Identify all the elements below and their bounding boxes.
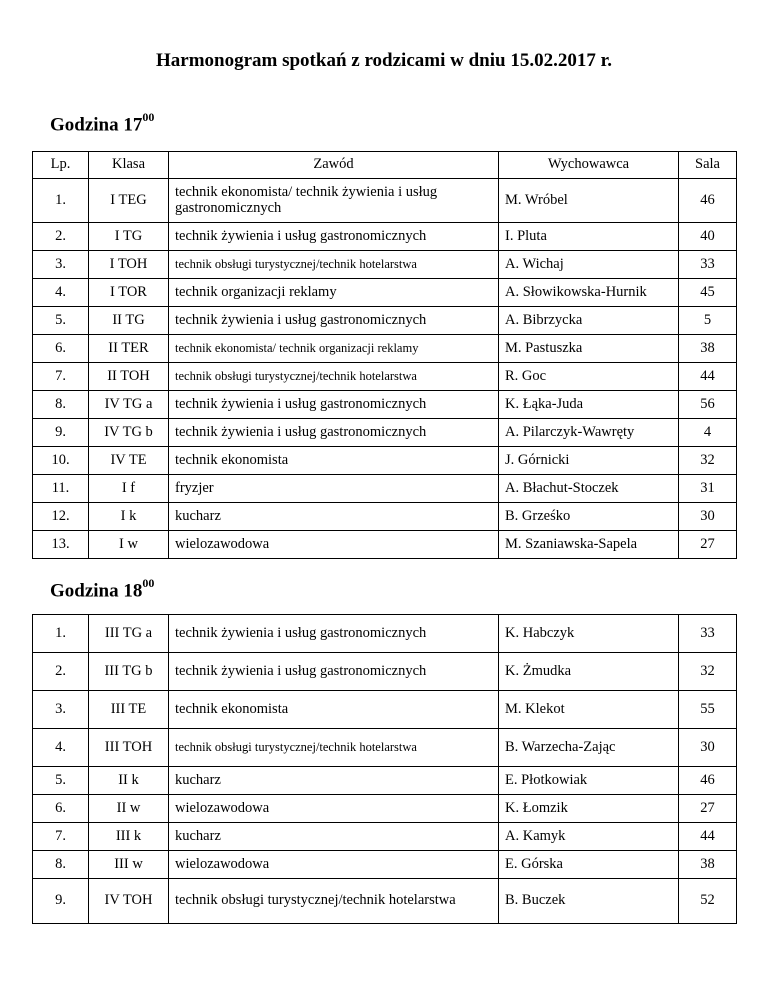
cell-sala: 4 <box>679 419 737 447</box>
cell-sala: 45 <box>679 279 737 307</box>
cell-lp: 5. <box>33 307 89 335</box>
cell-wychowawca: B. Grześko <box>499 503 679 531</box>
cell-wychowawca: A. Wichaj <box>499 251 679 279</box>
table-row <box>33 391 737 419</box>
section-heading-17 <box>50 112 154 136</box>
cell-klasa: I f <box>89 475 169 503</box>
cell-sala: 40 <box>679 223 737 251</box>
cell-wychowawca: B. Warzecha-Zając <box>499 729 679 767</box>
cell-wychowawca: M. Wróbel <box>499 179 679 223</box>
cell-klasa: IV TOH <box>89 879 169 924</box>
table-header-row <box>33 152 737 179</box>
cell-sala: 56 <box>679 391 737 419</box>
cell-lp: 4. <box>33 279 89 307</box>
cell-wychowawca: A. Bibrzycka <box>499 307 679 335</box>
cell-lp: 8. <box>33 391 89 419</box>
cell-klasa: IV TG a <box>89 391 169 419</box>
cell-wychowawca: B. Buczek <box>499 879 679 924</box>
table-row <box>33 531 737 559</box>
cell-klasa: II TG <box>89 307 169 335</box>
table-row <box>33 503 737 531</box>
cell-sala: 27 <box>679 531 737 559</box>
cell-sala: 33 <box>679 615 737 653</box>
section-heading-sup: 00 <box>142 576 155 590</box>
cell-sala: 44 <box>679 823 737 851</box>
table-row <box>33 475 737 503</box>
cell-zawod: technik obsługi turystycznej/technik hotelarstwa <box>169 363 499 391</box>
cell-klasa: III w <box>89 851 169 879</box>
table-row <box>33 767 737 795</box>
cell-zawod: technik obsługi turystycznej/technik hotelarstwa <box>169 879 499 924</box>
table-row <box>33 307 737 335</box>
cell-zawod: kucharz <box>169 503 499 531</box>
cell-zawod: wielozawodowa <box>169 795 499 823</box>
header-sala: Sala <box>679 152 737 179</box>
table-row <box>33 653 737 691</box>
cell-lp: 10. <box>33 447 89 475</box>
cell-zawod: technik organizacji reklamy <box>169 279 499 307</box>
cell-klasa: I w <box>89 531 169 559</box>
cell-zawod: wielozawodowa <box>169 531 499 559</box>
cell-lp: 1. <box>33 179 89 223</box>
cell-lp: 2. <box>33 653 89 691</box>
cell-zawod: technik obsługi turystycznej/technik hotelarstwa <box>169 729 499 767</box>
section-heading-sup: 00 <box>142 110 155 124</box>
cell-sala: 52 <box>679 879 737 924</box>
cell-sala: 38 <box>679 335 737 363</box>
cell-klasa: I TOH <box>89 251 169 279</box>
cell-sala: 38 <box>679 851 737 879</box>
cell-sala: 33 <box>679 251 737 279</box>
cell-lp: 9. <box>33 419 89 447</box>
cell-klasa: III TOH <box>89 729 169 767</box>
cell-wychowawca: R. Goc <box>499 363 679 391</box>
cell-sala: 5 <box>679 307 737 335</box>
header-klasa: Klasa <box>89 152 169 179</box>
cell-lp: 6. <box>33 795 89 823</box>
cell-zawod: technik żywienia i usług gastronomicznych <box>169 653 499 691</box>
table-row <box>33 179 737 223</box>
cell-lp: 5. <box>33 767 89 795</box>
table-row <box>33 419 737 447</box>
cell-sala: 27 <box>679 795 737 823</box>
cell-zawod: technik żywienia i usług gastronomicznych <box>169 419 499 447</box>
cell-klasa: III TG a <box>89 615 169 653</box>
cell-klasa: II k <box>89 767 169 795</box>
cell-wychowawca: A. Błachut-Stoczek <box>499 475 679 503</box>
table-row <box>33 223 737 251</box>
table-row <box>33 279 737 307</box>
cell-sala: 31 <box>679 475 737 503</box>
cell-zawod: technik ekonomista <box>169 447 499 475</box>
cell-zawod: technik żywienia i usług gastronomicznych <box>169 307 499 335</box>
cell-lp: 4. <box>33 729 89 767</box>
cell-klasa: IV TE <box>89 447 169 475</box>
cell-lp: 2. <box>33 223 89 251</box>
cell-zawod: technik ekonomista/ technik organizacji reklamy <box>169 335 499 363</box>
cell-sala: 30 <box>679 729 737 767</box>
table-row <box>33 823 737 851</box>
schedule-table-18 <box>32 614 737 924</box>
cell-sala: 46 <box>679 767 737 795</box>
cell-wychowawca: I. Pluta <box>499 223 679 251</box>
cell-lp: 13. <box>33 531 89 559</box>
cell-zawod: kucharz <box>169 767 499 795</box>
cell-lp: 11. <box>33 475 89 503</box>
cell-lp: 9. <box>33 879 89 924</box>
cell-zawod: wielozawodowa <box>169 851 499 879</box>
cell-wychowawca: E. Płotkowiak <box>499 767 679 795</box>
table-row <box>33 447 737 475</box>
cell-lp: 3. <box>33 251 89 279</box>
schedule-table-17 <box>32 151 737 559</box>
cell-klasa: III TG b <box>89 653 169 691</box>
table-row <box>33 363 737 391</box>
page-title: Harmonogram spotkań z rodzicami w dniu 15.02.2017 r. <box>155 50 613 71</box>
section-heading-text: Godzina 18 <box>50 580 143 602</box>
table-row <box>33 879 737 924</box>
header-wychowawca: Wychowawca <box>499 152 679 179</box>
cell-lp: 3. <box>33 691 89 729</box>
table-row <box>33 615 737 653</box>
cell-wychowawca: A. Kamyk <box>499 823 679 851</box>
cell-sala: 30 <box>679 503 737 531</box>
cell-klasa: I k <box>89 503 169 531</box>
cell-wychowawca: K. Habczyk <box>499 615 679 653</box>
cell-wychowawca: A. Pilarczyk-Wawręty <box>499 419 679 447</box>
cell-sala: 46 <box>679 179 737 223</box>
cell-lp: 12. <box>33 503 89 531</box>
section-heading-text: Godzina 17 <box>50 114 143 136</box>
cell-klasa: II TER <box>89 335 169 363</box>
cell-klasa: I TOR <box>89 279 169 307</box>
cell-lp: 7. <box>33 363 89 391</box>
cell-sala: 32 <box>679 653 737 691</box>
cell-klasa: I TG <box>89 223 169 251</box>
cell-zawod: technik żywienia i usług gastronomicznych <box>169 391 499 419</box>
cell-klasa: I TEG <box>89 179 169 223</box>
cell-wychowawca: K. Żmudka <box>499 653 679 691</box>
table-row <box>33 251 737 279</box>
cell-wychowawca: M. Szaniawska-Sapela <box>499 531 679 559</box>
cell-klasa: IV TG b <box>89 419 169 447</box>
cell-klasa: II w <box>89 795 169 823</box>
cell-zawod: technik ekonomista <box>169 691 499 729</box>
table-row <box>33 851 737 879</box>
cell-wychowawca: E. Górska <box>499 851 679 879</box>
cell-zawod: technik obsługi turystycznej/technik hotelarstwa <box>169 251 499 279</box>
cell-sala: 55 <box>679 691 737 729</box>
table-row <box>33 729 737 767</box>
cell-wychowawca: J. Górnicki <box>499 447 679 475</box>
cell-wychowawca: K. Łąka-Juda <box>499 391 679 419</box>
cell-lp: 6. <box>33 335 89 363</box>
cell-wychowawca: M. Pastuszka <box>499 335 679 363</box>
cell-lp: 7. <box>33 823 89 851</box>
cell-zawod: technik żywienia i usług gastronomicznych <box>169 615 499 653</box>
cell-zawod: kucharz <box>169 823 499 851</box>
cell-wychowawca: M. Klekot <box>499 691 679 729</box>
cell-sala: 32 <box>679 447 737 475</box>
cell-zawod: technik ekonomista/ technik żywienia i usług gastronomicznych <box>169 179 499 223</box>
cell-zawod: fryzjer <box>169 475 499 503</box>
cell-wychowawca: A. Słowikowska-Hurnik <box>499 279 679 307</box>
header-lp: Lp. <box>33 152 89 179</box>
section-heading-18 <box>50 578 154 602</box>
cell-sala: 44 <box>679 363 737 391</box>
table-row <box>33 691 737 729</box>
cell-lp: 1. <box>33 615 89 653</box>
cell-klasa: III TE <box>89 691 169 729</box>
cell-lp: 8. <box>33 851 89 879</box>
cell-zawod: technik żywienia i usług gastronomicznych <box>169 223 499 251</box>
cell-klasa: III k <box>89 823 169 851</box>
cell-klasa: II TOH <box>89 363 169 391</box>
table-row <box>33 335 737 363</box>
cell-wychowawca: K. Łomzik <box>499 795 679 823</box>
header-zawod: Zawód <box>169 152 499 179</box>
table-row <box>33 795 737 823</box>
